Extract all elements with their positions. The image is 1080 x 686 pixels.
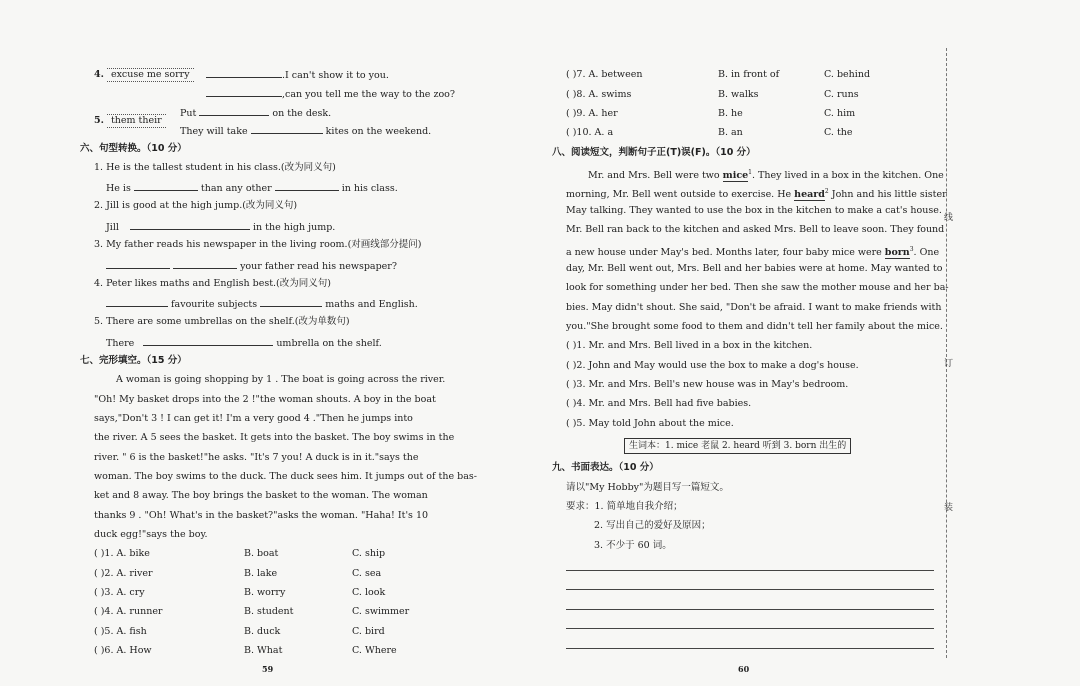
answer-blank[interactable] (173, 259, 237, 269)
answer-blank[interactable] (134, 181, 198, 191)
option-b[interactable]: B. worry (244, 587, 286, 598)
reading-line: a new house under May's bed. Months later, four baby mice were born$^3$. One (566, 246, 940, 259)
option-a[interactable]: ( )10. A. a (566, 127, 614, 138)
tf-item[interactable]: ( )5. May told John about the mice. (566, 418, 734, 429)
option-a[interactable]: ( )9. A. her (566, 108, 618, 119)
option-b[interactable]: B. in front of (718, 69, 780, 80)
answer-blank[interactable] (251, 124, 323, 134)
cloze-line: ket and 8 away. The boy brings the basket to the woman. The woman (94, 490, 428, 501)
option-c[interactable]: C. behind (824, 69, 871, 80)
answer-blank[interactable] (130, 220, 250, 230)
answer-blank[interactable] (206, 87, 282, 97)
writing-line[interactable] (566, 648, 934, 649)
option-a[interactable]: ( )3. A. cry (94, 587, 145, 598)
cloze-line: says,"Don't 3 ! I can get it! I'm a very good 4 ."Then he jumps into (94, 413, 413, 424)
tf-item[interactable]: ( )3. Mr. and Mrs. Bell's new house was in May's bedroom. (566, 379, 849, 390)
tf-item[interactable]: ( )4. Mr. and Mrs. Bell had five babies. (566, 398, 752, 409)
option-c[interactable]: C. swimmer (352, 606, 410, 617)
answer-blank[interactable] (260, 297, 322, 307)
option-c[interactable]: C. runs (824, 89, 859, 100)
reading-line: look for something under her bed. Then she saw the mother mouse and her ba- (566, 282, 949, 293)
writing-line[interactable] (566, 628, 934, 629)
tf-item[interactable]: ( )2. John and May would use the box to make a dog's house. (566, 360, 859, 371)
option-b[interactable]: B. What (244, 645, 283, 656)
cloze-line: thanks 9 . "Oh! What's in the basket?"asks the woman. "Haha! It's 10 (94, 510, 429, 521)
answer-blank[interactable] (206, 68, 282, 78)
option-c[interactable]: C. ship (352, 548, 386, 559)
option-b[interactable]: B. he (718, 108, 743, 119)
reading-line: Mr. Bell ran back to the kitchen and asked Mrs. Bell to leave soon. They found (566, 224, 945, 235)
vocabulary-box: 生词本：1. mice 老鼠 2. heard 听到 3. born 出生的 (624, 438, 851, 454)
reading-line: you."She brought some food to them and didn't tell her family about the mice. (566, 321, 943, 332)
writing-line[interactable] (566, 570, 934, 571)
margin-char: 线 (944, 213, 954, 223)
option-c[interactable]: C. look (352, 587, 386, 598)
option-a[interactable]: ( )4. A. runner (94, 606, 163, 617)
reading-line: Mr. and Mrs. Bell were two mice$^1$. They lived in a box in the kitchen. One (588, 169, 944, 182)
page-number: 59 (262, 664, 274, 674)
cloze-line: river. " 6 is the basket!"he asks. "It's 7 you! A duck is in it."says the (94, 452, 419, 463)
cloze-line: "Oh! My basket drops into the 2 !"the woman shouts. A boy in the boat (94, 394, 436, 405)
reading-line: day, Mr. Bell went out, Mrs. Bell and her babies were at home. May wanted to (566, 263, 943, 274)
option-a[interactable]: ( )1. A. bike (94, 548, 150, 559)
option-a[interactable]: ( )5. A. fish (94, 626, 147, 637)
option-b[interactable]: B. an (718, 127, 743, 138)
option-b[interactable]: B. duck (244, 626, 281, 637)
word-box: excuse me sorry (107, 68, 194, 82)
margin-char: 订 (944, 359, 954, 369)
option-a[interactable]: ( )8. A. swims (566, 89, 632, 100)
option-c[interactable]: C. sea (352, 568, 382, 579)
word-box: them their (107, 114, 166, 128)
writing-line[interactable] (566, 609, 934, 610)
section-7-title: 七、完形填空。（15 分） (80, 355, 187, 366)
cloze-line: A woman is going shopping by 1 . The boat is going across the river. (116, 374, 446, 385)
option-b[interactable]: B. walks (718, 89, 759, 100)
writing-line[interactable] (566, 589, 934, 590)
reading-line: bies. May didn't shout. She said, "Don't be afraid. I want to make friends with (566, 302, 942, 313)
answer-blank[interactable] (106, 297, 168, 307)
option-a[interactable]: ( )2. A. river (94, 568, 153, 579)
page-number: 60 (738, 664, 750, 674)
margin-char: 装 (944, 503, 954, 513)
question-4: 4. excuse me sorry (94, 68, 194, 82)
binding-line (946, 48, 947, 658)
answer-blank[interactable] (143, 336, 273, 346)
cloze-line: woman. The boy swims to the duck. The duck sees him. It jumps out of the bas- (94, 471, 477, 482)
option-b[interactable]: B. boat (244, 548, 279, 559)
section-6-title: 六、句型转换。（10 分） (80, 143, 187, 154)
option-a[interactable]: ( )6. A. How (94, 645, 152, 656)
option-c[interactable]: C. the (824, 127, 853, 138)
answer-blank[interactable] (275, 181, 339, 191)
tf-item[interactable]: ( )1. Mr. and Mrs. Bell lived in a box in the kitchen. (566, 340, 813, 351)
option-c[interactable]: C. him (824, 108, 856, 119)
cloze-line: the river. A 5 sees the basket. It gets into the basket. The boy swims in the (94, 432, 455, 443)
option-c[interactable]: C. bird (352, 626, 385, 637)
answer-blank[interactable] (106, 259, 170, 269)
section-8-title: 八、阅读短文，判断句子正(T)误(F)。（10 分） (552, 147, 756, 158)
option-b[interactable]: B. student (244, 606, 294, 617)
reading-line: May talking. They wanted to use the box in the kitchen to make a cat's house. (566, 205, 942, 216)
option-c[interactable]: C. Where (352, 645, 397, 656)
section-9-title: 九、书面表达。（10 分） (552, 462, 659, 473)
option-b[interactable]: B. lake (244, 568, 278, 579)
option-a[interactable]: ( )7. A. between (566, 69, 643, 80)
question-5: 5. them their (94, 114, 166, 128)
reading-line: morning, Mr. Bell went outside to exercise. He heard$^2$ John and his little sister (566, 188, 947, 201)
left-page: 4. excuse me sorry .I can't show it to you. ,can you tell me the way to the zoo? 5. them their Put on the desk. They will take kites on the weekend. 六、句型转换。（10 分） 1. He is the tallest student in his class.(改为同义句) He is than any other in his class. 2. Jill is good at the high jump.(改为同义句) Jill in the high jump. 3. My father reads his newspaper in the living room.(对画线部分提问) your father read his newspaper? 4. Peter likes maths and English best.(改为同义句) favourite subjects maths and English. 5. There are some umbrellas on the shelf.(改为单数句) There umbrella on the shelf. 七、完形填空。（15 分） A woman is going shopping by 1 . The boat is going across the river. "Oh! My basket drops into the 2 !"the woman shouts. A boy in the boat says,"Don't 3 ! I can get it! I'm a very good 4 ."Then he jumps into the river. A 5 sees the basket. It gets into the basket. The boy swims in the river. " 6 is the basket!"he asks. "It's 7 you! A duck is in it."says the woman. The boy swims to the duck. The duck sees him. It jumps out of the bas- ket and 8 away. The boy brings the basket to the woman. The woman thanks 9 . "Oh! What's in the basket?"asks the woman. "Haha! It's 10 duck egg!"says the boy. ( )1. A. bike B. boat C. ship ( )2. A. river B. lake C. sea ( )3. A. cry B. worry C. look ( )4. A. runner B. student C. swimmer ( )5. A. fish B. duck C. bird ( )6. A. How B. What C. Where 59 (80, 69, 477, 674)
cloze-line: duck egg!"says the boy. (94, 529, 208, 540)
answer-blank[interactable] (199, 106, 269, 116)
